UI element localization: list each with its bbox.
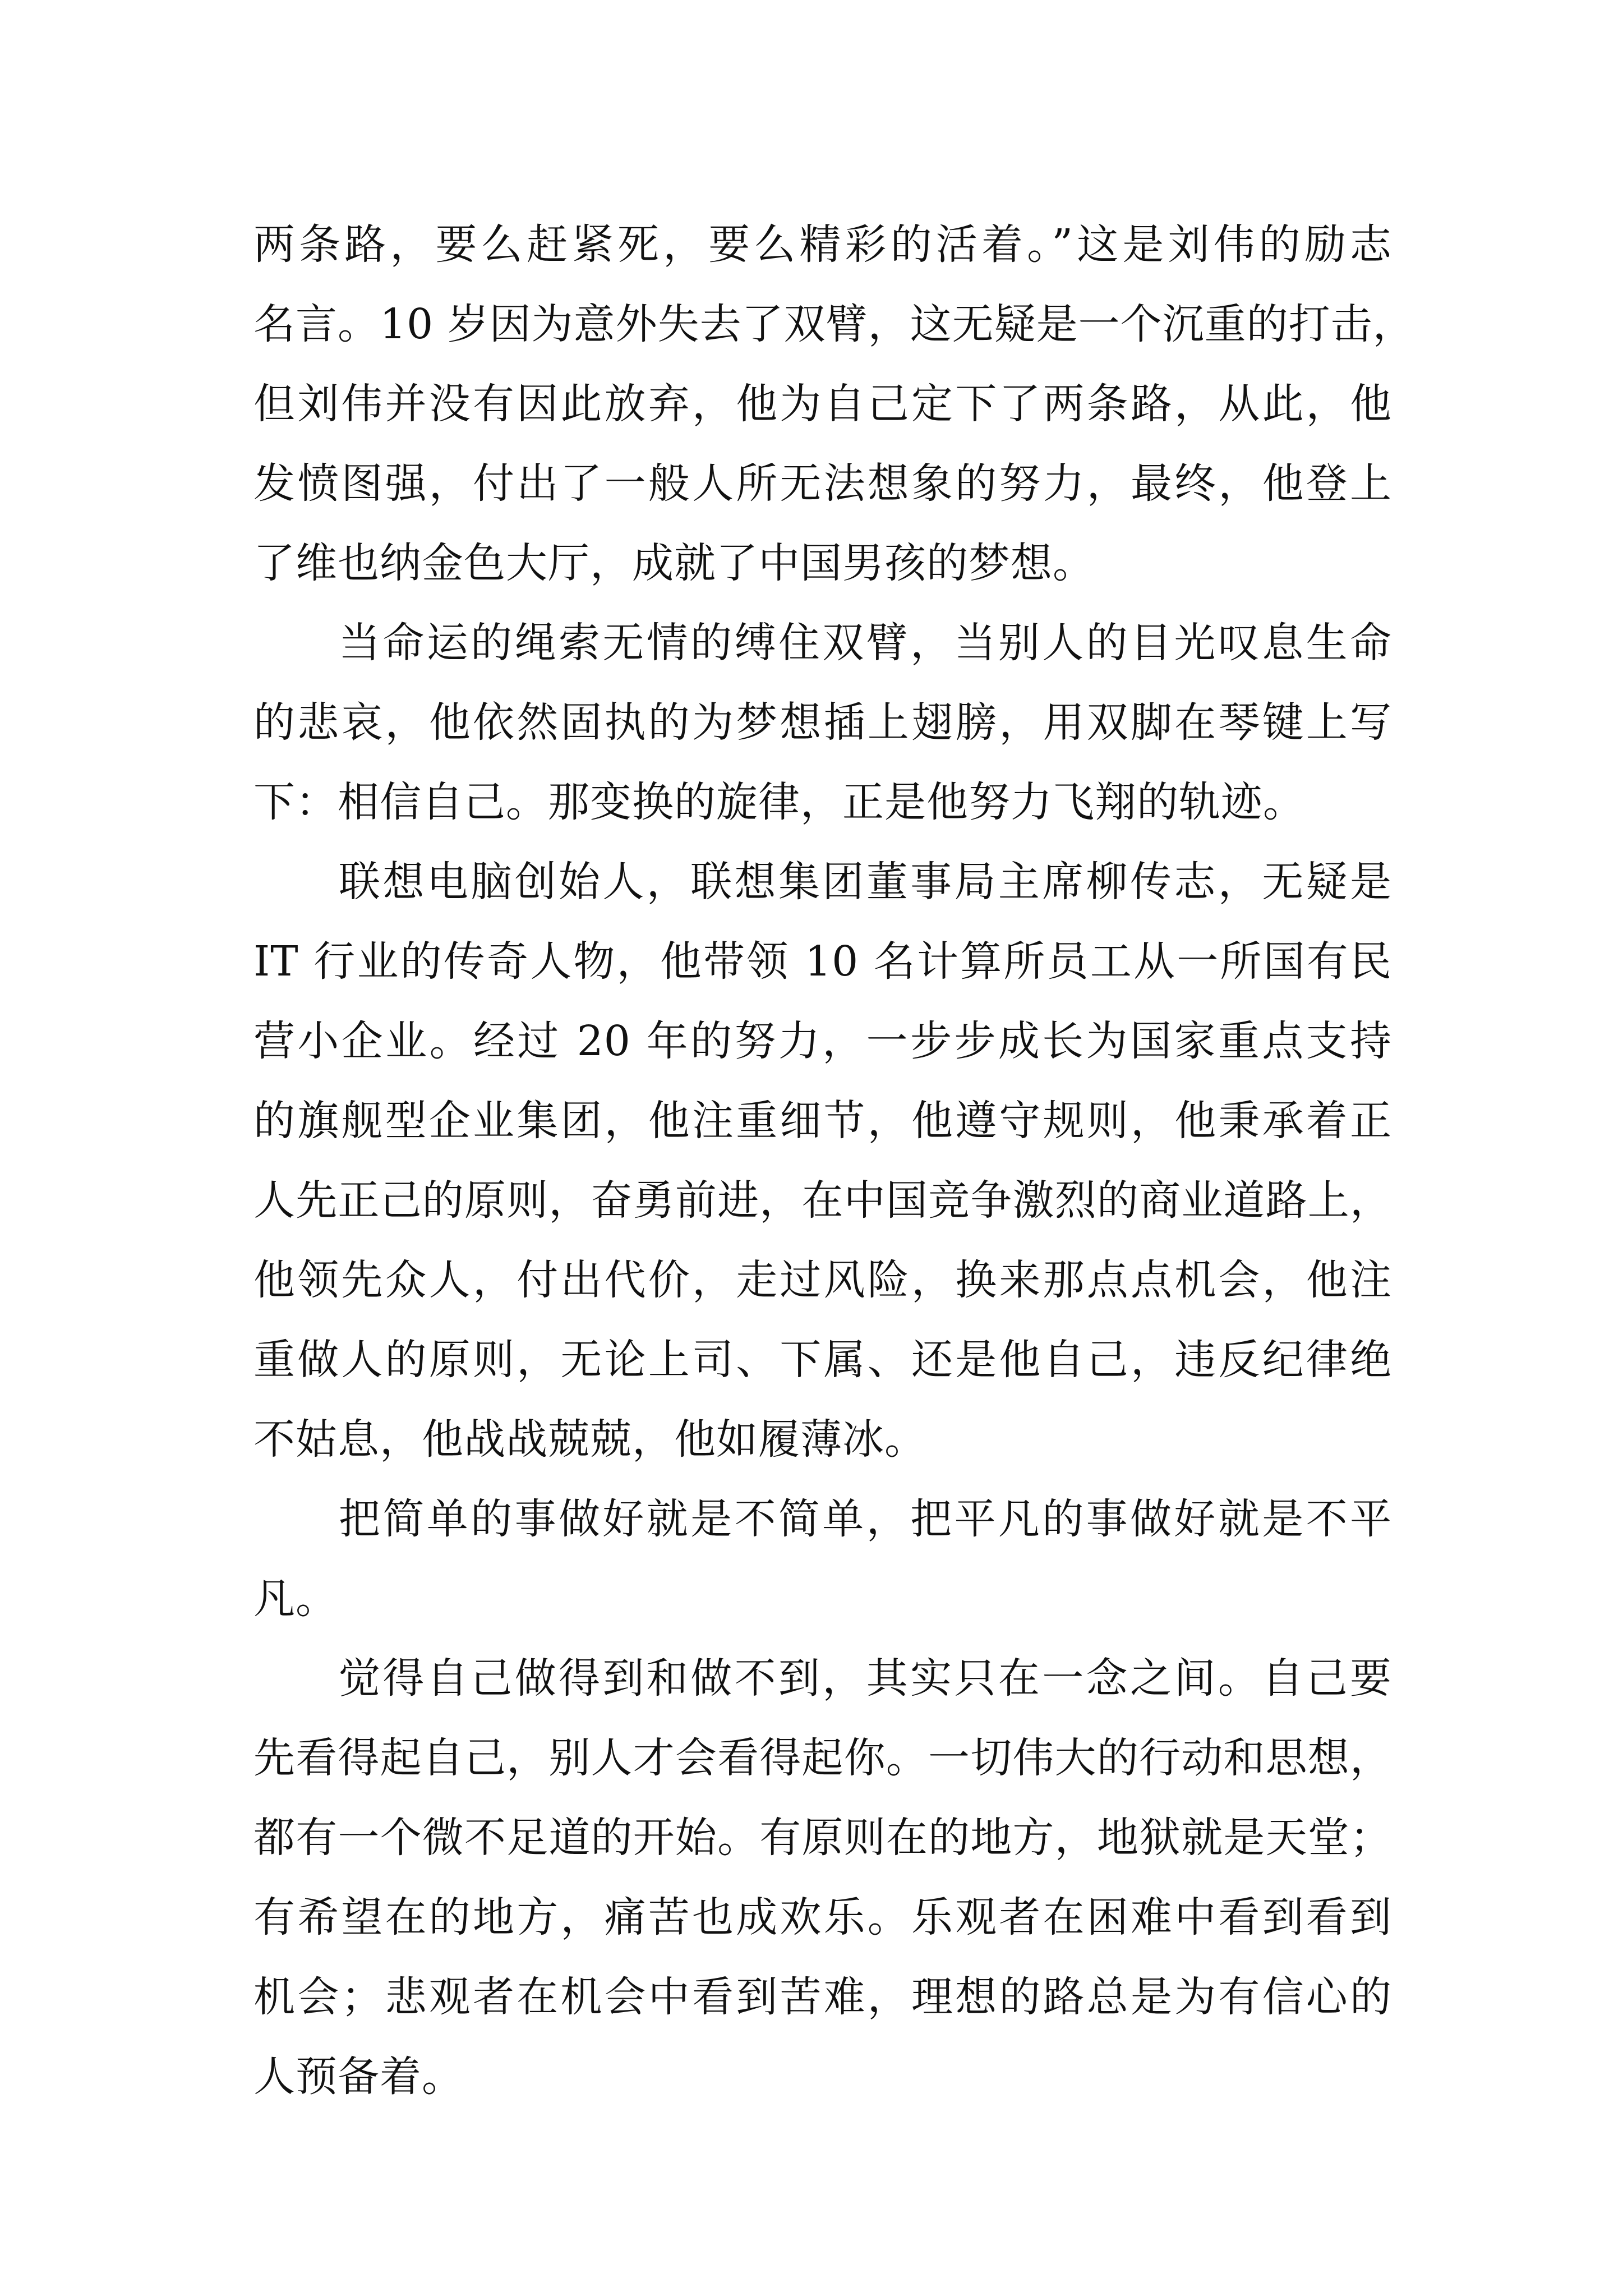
text-line: 都有一个微不足道的开始。有原则在的地方，地狱就是天堂； xyxy=(253,1814,1392,1862)
text-line: 下：相信自己。那变换的旋律，正是他努力飞翔的轨迹。 xyxy=(253,778,1305,826)
text-line: 发愤图强，付出了一般人所无法想象的努力，最终，他登上 xyxy=(253,459,1392,508)
paragraph-first-line: 把简单的事做好就是不简单，把平凡的事做好就是不平 xyxy=(339,1495,1392,1543)
text-line: 他领先众人，付出代价，走过风险，换来那点点机会，他注 xyxy=(253,1256,1392,1304)
text-line: 名言。10 岁因为意外失去了双臂，这无疑是一个沉重的打击， xyxy=(253,300,1415,348)
text-line: 机会；悲观者在机会中看到苦难，理想的路总是为有信心的 xyxy=(253,1973,1392,2021)
text-line: 两条路，要么赶紧死，要么精彩的活着。”这是刘伟的励志 xyxy=(253,220,1392,269)
text-line: 凡。 xyxy=(253,1575,338,1623)
text-line: 了维也纳金色大厅，成就了中国男孩的梦想。 xyxy=(253,539,1095,587)
text-line: 的旗舰型企业集团，他注重细节，他遵守规则，他秉承着正 xyxy=(253,1097,1392,1145)
paragraph-first-line: 联想电脑创始人，联想集团董事局主席柳传志，无疑是 xyxy=(339,858,1392,906)
paragraph-first-line: 觉得自己做得到和做不到，其实只在一念之间。自己要 xyxy=(339,1654,1392,1703)
text-line: 有希望在的地方，痛苦也成欢乐。乐观者在困难中看到看到 xyxy=(253,1893,1392,1941)
paragraph-first-line: 当命运的绳索无情的缚住双臂，当别人的目光叹息生命 xyxy=(339,619,1392,667)
text-line: IT 行业的传奇人物，他带领 10 名计算所员工从一所国有民 xyxy=(253,937,1392,986)
text-line: 重做人的原则，无论上司、下属、还是他自己，违反纪律绝 xyxy=(253,1336,1392,1384)
text-line: 先看得起自己，别人才会看得起你。一切伟大的行动和思想， xyxy=(253,1734,1392,1782)
text-line: 人先正己的原则，奋勇前进，在中国竞争激烈的商业道路上， xyxy=(253,1176,1392,1225)
text-line: 营小企业。经过 20 年的努力，一步步成长为国家重点支持 xyxy=(253,1017,1392,1065)
text-line: 人预备着。 xyxy=(253,2053,464,2101)
text-line: 不姑息，他战战兢兢，他如履薄冰。 xyxy=(253,1415,926,1464)
text-line: 的悲哀，他依然固执的为梦想插上翅膀，用双脚在琴键上写 xyxy=(253,698,1392,747)
text-line: 但刘伟并没有因此放弃，他为自己定下了两条路，从此，他 xyxy=(253,380,1392,428)
